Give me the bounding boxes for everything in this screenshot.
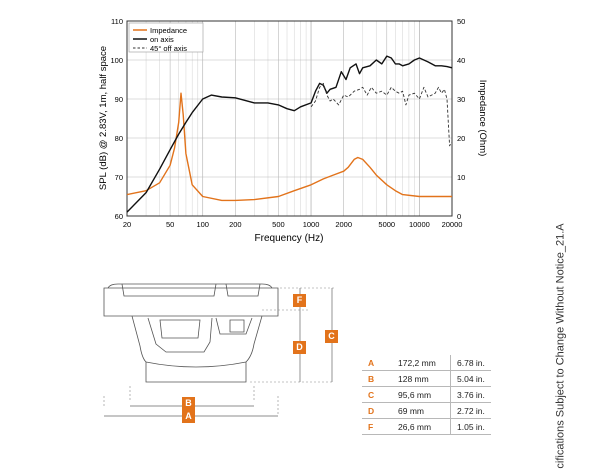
dimension-row bbox=[362, 371, 491, 387]
speaker-top-edge bbox=[108, 284, 272, 288]
footer-note: cifications Subject to Change Without Notice_21.A bbox=[554, 223, 567, 469]
dim-tag-f: F bbox=[293, 294, 306, 307]
dimension-row bbox=[362, 355, 491, 371]
x-tick-label: 20000 bbox=[441, 220, 463, 229]
dim-tag-d: D bbox=[293, 341, 306, 354]
dimension-inch-cell: 3.76 in. bbox=[451, 387, 491, 403]
y-left-tick-label: 70 bbox=[114, 173, 123, 182]
x-axis-label: Frequency (Hz) bbox=[254, 233, 324, 244]
speaker-flange-recess bbox=[122, 284, 216, 296]
dimension-inch-cell: 2.72 in. bbox=[451, 403, 491, 419]
dim-tag-a: A bbox=[182, 410, 195, 423]
x-tick-label: 10000 bbox=[408, 220, 430, 229]
y-right-tick-label: 50 bbox=[457, 17, 466, 26]
dimension-row bbox=[362, 403, 491, 419]
y-right-tick-label: 30 bbox=[457, 95, 466, 104]
x-tick-label: 2000 bbox=[335, 220, 353, 229]
dimension-inch-cell: 6.78 in. bbox=[451, 355, 491, 371]
x-tick-label: 20 bbox=[122, 220, 132, 229]
x-tick-label: 1000 bbox=[302, 220, 320, 229]
y-left-tick-label: 90 bbox=[114, 95, 123, 104]
dimension-letter-cell: C bbox=[362, 387, 392, 403]
y-left-tick-label: 110 bbox=[111, 17, 123, 26]
y-right-tick-label: 0 bbox=[457, 212, 462, 221]
x-tick-label: 500 bbox=[272, 220, 285, 229]
speaker-flange-outline bbox=[104, 288, 278, 316]
x-tick-label: 200 bbox=[229, 220, 242, 229]
dimension-letter-cell: D bbox=[362, 403, 392, 419]
y-left-axis-label: SPL (dB) @ 2.83V, 1m, half space bbox=[98, 45, 109, 191]
dimension-mm-cell: 69 mm bbox=[392, 403, 451, 419]
dimension-letter-cell: F bbox=[362, 419, 392, 435]
y-right-tick-label: 20 bbox=[457, 134, 466, 143]
dimension-table bbox=[362, 355, 491, 435]
dimension-letter-cell: B bbox=[362, 371, 392, 387]
dimension-row bbox=[362, 387, 491, 403]
y-left-tick-label: 100 bbox=[110, 56, 123, 65]
legend-on-axis-label: on axis bbox=[150, 35, 174, 44]
dimension-mm-cell: 172,2 mm bbox=[392, 355, 451, 371]
y-left-tick-label: 60 bbox=[114, 212, 123, 221]
dim-tag-b: B bbox=[182, 397, 195, 410]
speaker-flange-recess-right bbox=[226, 284, 260, 296]
legend-off-axis-label: 45° off axis bbox=[150, 44, 188, 53]
speaker-terminal-block bbox=[160, 320, 200, 338]
dimension-inch-cell: 1.05 in. bbox=[451, 419, 491, 435]
dimension-mm-cell: 26,6 mm bbox=[392, 419, 451, 435]
y-right-axis-label: Impedance (Ohm) bbox=[477, 79, 488, 157]
speaker-basket bbox=[132, 316, 262, 382]
x-tick-label: 5000 bbox=[378, 220, 396, 229]
dimension-mm-cell: 95,6 mm bbox=[392, 387, 451, 403]
legend-impedance-label: Impedance bbox=[150, 26, 188, 35]
x-tick-label: 50 bbox=[165, 220, 175, 229]
dim-tag-c: C bbox=[325, 330, 338, 343]
x-tick-label: 100 bbox=[196, 220, 209, 229]
dimension-letter-cell: A bbox=[362, 355, 392, 371]
dimension-inch-cell: 5.04 in. bbox=[451, 371, 491, 387]
y-left-tick-label: 80 bbox=[114, 134, 123, 143]
dimension-mm-cell: 128 mm bbox=[392, 371, 451, 387]
speaker-terminal bbox=[230, 320, 244, 332]
speaker-basket-window bbox=[148, 318, 212, 352]
y-right-tick-label: 10 bbox=[457, 173, 466, 182]
dimension-row bbox=[362, 419, 491, 435]
y-right-tick-label: 40 bbox=[457, 56, 466, 65]
speaker-magnet bbox=[146, 362, 246, 367]
